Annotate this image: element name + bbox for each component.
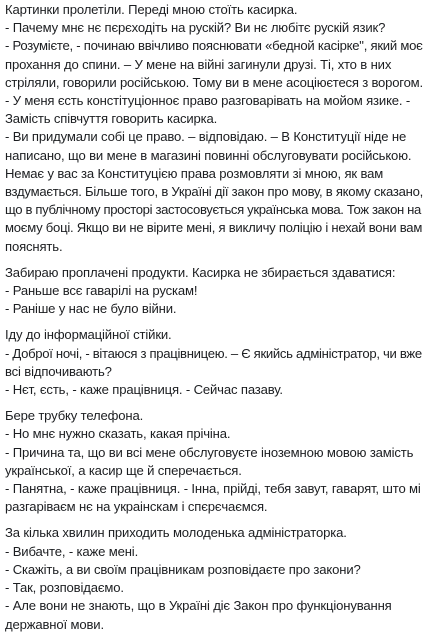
text-line: - Так, розповідаємо. bbox=[5, 580, 124, 596]
text-line: - Доброї ночі, - вітаюся з працівницею. – Є якийсь адміністратор, чи вже bbox=[5, 345, 422, 361]
paragraph-products bbox=[5, 264, 423, 319]
text-line: - Але вони не знають, що в Україні діє Закон про функціонування bbox=[5, 598, 392, 614]
text-line: Забираю проплачені продукти. Касирка не збирається здаватися: bbox=[5, 264, 396, 280]
paragraph-phone bbox=[5, 407, 423, 516]
text-line: - Розумієте, - починаю ввічливо пояснювати «бедной касірке", який моє bbox=[5, 38, 423, 54]
text-line: разгаріваєм нє на украінскам і спєрєчаємся. bbox=[5, 499, 268, 515]
text-line: - Нєт, єсть, - каже працівниця. - Сейчас пазаву. bbox=[5, 382, 283, 398]
text-line: Немає у вас за Конституцією права розмовляти зі мною, як вам bbox=[5, 165, 384, 181]
text-line: Картинки пролетіли. Переді мною стоїть касирка. bbox=[5, 2, 298, 17]
text-line: всі відпочивають? bbox=[5, 363, 112, 379]
text-line: - Раніше у нас не було війни. bbox=[5, 301, 177, 317]
text-line: За кілька хвилин приходить молоденька адміністраторка. bbox=[5, 525, 347, 541]
paragraph-info-desk bbox=[5, 326, 423, 399]
text-line: що в публічному просторі застосовується українська мова. Тож закон на bbox=[5, 202, 421, 218]
text-line: - Причина та, що ви всі мене обслуговуєте іноземною мовою замість bbox=[5, 444, 414, 460]
text-line: прохання до спини. – У мене на війні загинули друзі. Ті, хто в них bbox=[5, 56, 392, 72]
text-line: моєму боці. Якщо ви не вірите мені, я викличу поліцію і нехай вони вам bbox=[5, 220, 423, 236]
text-line: державної мови. bbox=[5, 616, 104, 632]
text-line: - Раньше всє гаварілі на рускам! bbox=[5, 283, 198, 299]
text-line: - Пачему мнє нє пєрєходіть на рускій? Ви нє любітє рускій язик? bbox=[5, 20, 386, 36]
text-line: вздумається. Більше того, в Україні дії закон про мову, в якому сказано, bbox=[5, 184, 424, 200]
text-line: Іду до інформаційної стійки. bbox=[5, 327, 172, 343]
text-line: Замість співчуття говорить касирка. bbox=[5, 111, 218, 127]
text-line: української, а касир ще й сперечається. bbox=[5, 462, 242, 478]
paragraph-cashier bbox=[5, 1, 423, 256]
text-line: пояснять. bbox=[5, 238, 63, 254]
text-line: - У меня єсть констітуціонноє право разговарівать на мойом язике. - bbox=[5, 93, 411, 109]
text-line: написано, що ви мене в магазині повинні обслуговувати російською. bbox=[5, 147, 412, 163]
text-line: - Ви придумали собі це право. – відповідаю. – В Конституції ніде не bbox=[5, 129, 407, 145]
text-line: Бере трубку телефона. bbox=[5, 408, 144, 424]
text-line: - Панятна, - каже працівниця. - Інна, прійді, тебя завут, гаварят, што мі bbox=[5, 481, 421, 497]
paragraph-administrator bbox=[5, 524, 423, 633]
text-line: - Но мнє нужно сказать, какая прічіна. bbox=[5, 426, 231, 442]
text-line: стріляли, говорили російською. Тому ви в мене асоціюєтеся з ворогом. bbox=[5, 74, 423, 90]
text-line: - Скажіть, а ви своїм працівникам розповідаєте про закони? bbox=[5, 561, 361, 577]
text-line: - Вибачте, - каже мені. bbox=[5, 543, 139, 559]
